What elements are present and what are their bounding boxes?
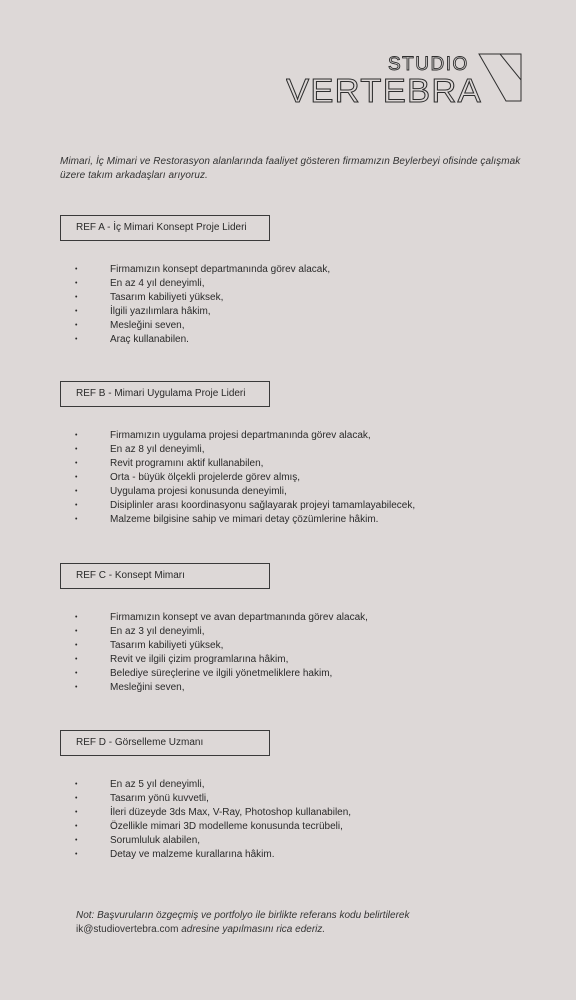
bullet-icon: • [75, 823, 78, 830]
studio-vertebra-logo [286, 52, 522, 104]
ref-b-title-box: REF B - Mimari Uygulama Proje Lideri [60, 381, 270, 407]
logo-studio-text: STUDIO [388, 54, 469, 75]
bullet-icon: • [75, 809, 78, 816]
bullet-icon: • [75, 294, 78, 301]
list-item: • En az 4 yıl deneyimli, [75, 278, 205, 289]
bullet-icon: • [75, 446, 78, 453]
list-item: • Tasarım kabiliyeti yüksek, [75, 292, 224, 303]
list-item: • En az 5 yıl deneyimli, [75, 779, 205, 790]
bullet-icon: • [75, 781, 78, 788]
list-item: • Orta - büyük ölçekli projelerde görev almış, [75, 472, 301, 483]
bullet-icon: • [75, 280, 78, 287]
list-item: • Firmamızın konsept ve avan departmanında görev alacak, [75, 612, 368, 623]
note-line-2-text: adresine yapılmasını rica ederiz. [178, 924, 326, 935]
application-note [76, 909, 516, 937]
list-item: • En az 8 yıl deneyimli, [75, 444, 205, 455]
list-item: • Mesleğini seven, [75, 682, 185, 693]
list-item: • Firmamızın konsept departmanında görev alacak, [75, 264, 331, 275]
list-item: • Revit programını aktif kullanabilen, [75, 458, 264, 469]
bullet-icon: • [75, 336, 78, 343]
ref-a-requirements [72, 263, 330, 347]
list-item: • Tasarım kabiliyeti yüksek, [75, 640, 224, 651]
bullet-icon: • [75, 837, 78, 844]
ref-c-title-box: REF C - Konsept Mimarı [60, 563, 270, 589]
bullet-icon: • [75, 851, 78, 858]
ref-a-title-box: REF A - İç Mimari Konsept Proje Lideri [60, 215, 270, 241]
bullet-icon: • [75, 502, 78, 509]
list-item: • En az 3 yıl deneyimli, [75, 626, 205, 637]
list-item: • Disiplinler arası koordinasyonu sağlayarak projeyi tamamlayabilecek, [75, 500, 416, 511]
logo-vertebra-text: VERTEBRA [286, 72, 482, 104]
list-item: • Belediye süreçlerine ve ilgili yönetmeliklere hakim, [75, 668, 333, 679]
list-item: • Revit ve ilgili çizim programlarına hâkim, [75, 654, 289, 665]
note-line-1: Not: Başvuruların özgeçmiş ve portfolyo ile birlikte referans kodu belirtilerek [76, 910, 410, 921]
bullet-icon: • [75, 614, 78, 621]
bullet-icon: • [75, 670, 78, 677]
list-item: • İleri düzeyde 3ds Max, V-Ray, Photoshop kullanabilen, [75, 807, 352, 818]
list-item: • Firmamızın uygulama projesi departmanında görev alacak, [75, 430, 371, 441]
note-line-2 [76, 923, 516, 937]
list-item: • Araç kullanabilen. [75, 334, 189, 345]
ref-d-title-box: REF D - Görselleme Uzmanı [60, 730, 270, 756]
ref-d-requirements [72, 778, 351, 862]
bullet-icon: • [75, 628, 78, 635]
bullet-icon: • [75, 432, 78, 439]
logo-mark [286, 52, 522, 104]
logo-v-emblem [479, 54, 521, 101]
list-item: • Uygulama projesi konusunda deneyimli, [75, 486, 287, 497]
bullet-icon: • [75, 322, 78, 329]
ref-c-requirements [72, 611, 368, 695]
bullet-icon: • [75, 516, 78, 523]
list-item: • Detay ve malzeme kurallarına hâkim. [75, 849, 275, 860]
list-item: • Sorumluluk alabilen, [75, 835, 201, 846]
list-item: • Tasarım yönü kuvvetli, [75, 793, 209, 804]
list-item: • Özellikle mimari 3D modelleme konusunda tecrübeli, [75, 821, 343, 832]
list-item: • Malzeme bilgisine sahip ve mimari detay çözümlerine hâkim. [75, 514, 379, 525]
intro-text: Mimari, İç Mimari ve Restorasyon alanlarında faaliyet gösteren firmamızın Beylerbeyi ofisinde çalışmak üzere takım arkadaşları arıyoruz. [60, 156, 521, 181]
email-link[interactable]: ik@studiovertebra.com [76, 924, 179, 935]
bullet-icon: • [75, 656, 78, 663]
bullet-icon: • [75, 795, 78, 802]
bullet-icon: • [75, 684, 78, 691]
bullet-icon: • [75, 488, 78, 495]
bullet-icon: • [75, 474, 78, 481]
bullet-icon: • [75, 460, 78, 467]
bullet-icon: • [75, 642, 78, 649]
bullet-icon: • [75, 266, 78, 273]
list-item: • İlgili yazılımlara hâkim, [75, 306, 211, 317]
ref-b-requirements [72, 429, 415, 527]
bullet-icon: • [75, 308, 78, 315]
list-item: • Mesleğini seven, [75, 320, 185, 331]
